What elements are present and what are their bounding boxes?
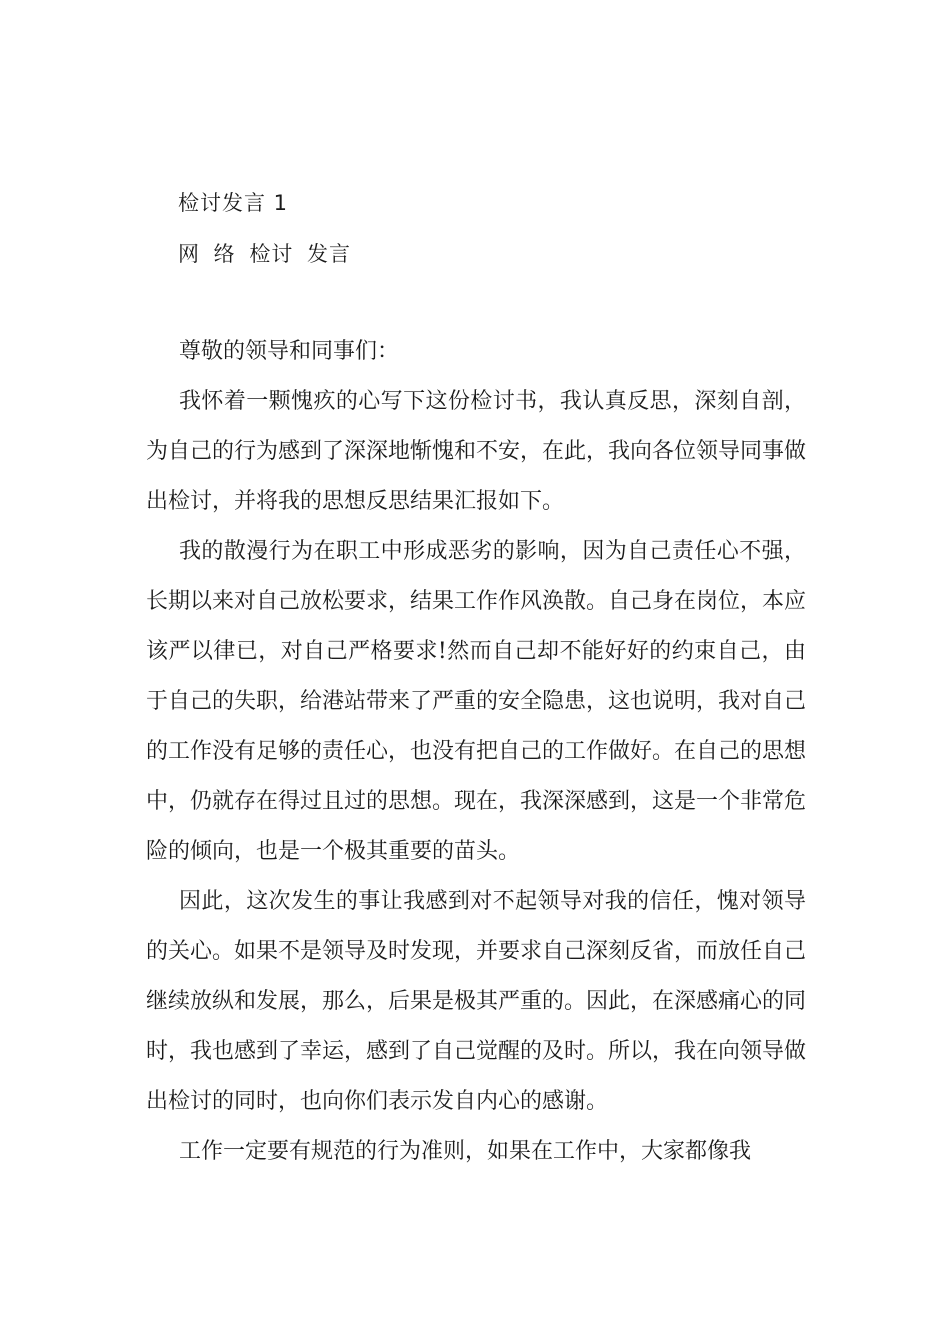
paragraph-2: 我的散漫行为在职工中形成恶劣的影响，因为自己责任心不强，长期以来对自己放松要求，结果工作作风涣散。自己身在岗位，本应该严以律已，对自己严格要求!然而自己却不能好好的约束自己，由于自己的失职，给港站带来了严重的安全隐患，这也说明，我对自己的工作没有足够的责任心，也没有把自己的工作做好。在自己的思想中，仍就存在得过且过的思想。现在，我深深感到，这是一个非常危险的倾向，也是一个极其重要的苗头。 [146, 539, 807, 864]
paragraph-3: 因此，这次发生的事让我感到对不起领导对我的信任，愧对领导的关心。如果不是领导及时发现，并要求自己深刻反省，而放任自己继续放纵和发展，那么，后果是极其严重的。因此，在深感痛心的同时，我也感到了幸运，感到了自己觉醒的及时。所以，我在向领导做出检讨的同时，也向你们表示发自内心的感谢。 [146, 889, 807, 1114]
document-body [146, 327, 806, 1177]
document-title: 检讨发言 1 [178, 191, 289, 215]
paragraph-1: 我怀着一颗愧疚的心写下这份检讨书，我认真反思，深刻自剖，为自己的行为感到了深深地惭愧和不安，在此，我向各位领导同事做出检讨，并将我的思想反思结果汇报如下。 [146, 389, 807, 514]
salutation: 尊敬的领导和同事们： [179, 339, 400, 364]
document-subtitle: 网 络 检讨 发言 [178, 242, 352, 266]
paragraph-4: 工作一定要有规范的行为准则，如果在工作中，大家都像我 [179, 1139, 752, 1164]
